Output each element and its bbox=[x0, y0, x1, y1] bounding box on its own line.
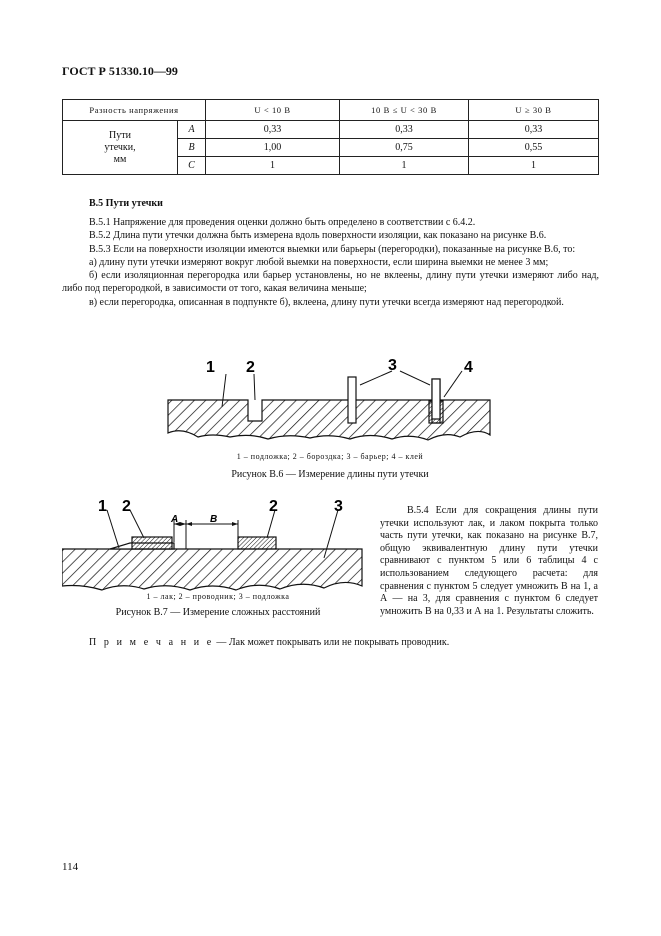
label-2: 2 bbox=[122, 498, 131, 515]
section-title: В.5 Пути утечки bbox=[89, 198, 163, 209]
paragraph: В.5.2 Длина пути утечки должна быть измерена вдоль поверхности изоляции, как показано на рисунке В.6. bbox=[89, 230, 547, 242]
label-1: 1 bbox=[206, 359, 215, 376]
page-number: 114 bbox=[62, 861, 79, 873]
table-header-row bbox=[63, 100, 599, 121]
table-cell: 1 bbox=[340, 157, 469, 175]
table-header: 10 В ≤ U < 30 В bbox=[340, 100, 469, 121]
row-label: Пути утечки, мм bbox=[63, 121, 178, 175]
paragraph: В.5.4 Если для сокращения длины пути утечки используют лак, и лаком покрыта только часть пути утечки, как показано на рисунке В.7, общую эквивалентную длину пути утечки сравнивают с пунктом 5 или 6 таблицы 4 с использованием следующего расчета: для сравнения с пунктом 5 следует умножить В на 1, а А — на 3, для сравнения с пунктом 6 следует умножить В на 0,33 и А на 1. Результаты сложить. bbox=[380, 505, 598, 617]
table-cell: 1,00 bbox=[206, 139, 340, 157]
barrier-1 bbox=[348, 377, 356, 423]
table-row bbox=[63, 121, 599, 139]
fig7-legend: 1 – лак; 2 – проводник; 3 – подложка bbox=[146, 592, 290, 601]
dim-a: A bbox=[171, 514, 179, 525]
label-2b: 2 bbox=[269, 498, 278, 515]
side-paragraph bbox=[380, 505, 598, 618]
paragraph: В.5.3 Если на поверхности изоляции имеются выемки или барьеры (перегородки), показанные на рисунке В.6, то: bbox=[89, 243, 576, 255]
label-3: 3 bbox=[334, 498, 343, 515]
figure-b6 bbox=[160, 355, 500, 450]
label-4: 4 bbox=[464, 359, 473, 376]
note-label: П р и м е ч а н и е bbox=[89, 637, 214, 648]
conductor-1 bbox=[132, 537, 172, 549]
fig6-legend: 1 – подложка; 2 – бороздка; 3 – барьер; 4 – клей bbox=[236, 452, 424, 461]
substrate bbox=[62, 549, 362, 590]
section-body bbox=[62, 216, 599, 309]
figure-b7 bbox=[62, 494, 374, 606]
table-cell: 0,33 bbox=[206, 121, 340, 139]
document-header: ГОСТ Р 51330.10—99 bbox=[62, 64, 178, 78]
table-cell: 0,33 bbox=[469, 121, 599, 139]
table-header: Разность напряжения bbox=[63, 100, 206, 121]
paragraph: а) длину пути утечки измеряют вокруг любой выемки на поверхности, если ширина выемки не менее 3 мм; bbox=[89, 256, 549, 268]
row-key: C bbox=[178, 157, 206, 175]
fig6-caption: Рисунок В.6 — Измерение длины пути утечки bbox=[231, 469, 429, 480]
fig7-caption: Рисунок В.7 — Измерение сложных расстояний bbox=[115, 607, 321, 618]
dim-b: B bbox=[210, 514, 218, 525]
label-1: 1 bbox=[98, 498, 107, 515]
table-cell: 0,33 bbox=[340, 121, 469, 139]
paragraph: в) если перегородка, описанная в подпункте б), вклеена, длину пути утечки всегда измеряют над перегородкой. bbox=[89, 296, 564, 308]
label-3: 3 bbox=[388, 357, 397, 374]
paragraph: В.5.1 Напряжение для проведения оценки должно быть определено в соответствии с 6.4.2. bbox=[89, 217, 476, 228]
creepage-table bbox=[62, 99, 599, 175]
conductor-2 bbox=[238, 537, 276, 549]
table-cell: 1 bbox=[206, 157, 340, 175]
table-cell: 0,75 bbox=[340, 139, 469, 157]
row-key: A bbox=[178, 121, 206, 139]
table-cell: 0,55 bbox=[469, 139, 599, 157]
table-header: U ≥ 30 В bbox=[469, 100, 599, 121]
note-text: — Лак может покрывать или не покрывать проводник. bbox=[213, 637, 450, 648]
table-header: U < 10 В bbox=[206, 100, 340, 121]
label-2: 2 bbox=[246, 359, 255, 376]
note bbox=[89, 637, 449, 648]
row-key: B bbox=[178, 139, 206, 157]
table-cell: 1 bbox=[469, 157, 599, 175]
paragraph: б) если изоляционная перегородка или барьер установлены, но не вклеены, длину пути утечки измеряют либо над, либо под перегородкой, в зависимости от того, какая величина меньше; bbox=[62, 270, 599, 295]
